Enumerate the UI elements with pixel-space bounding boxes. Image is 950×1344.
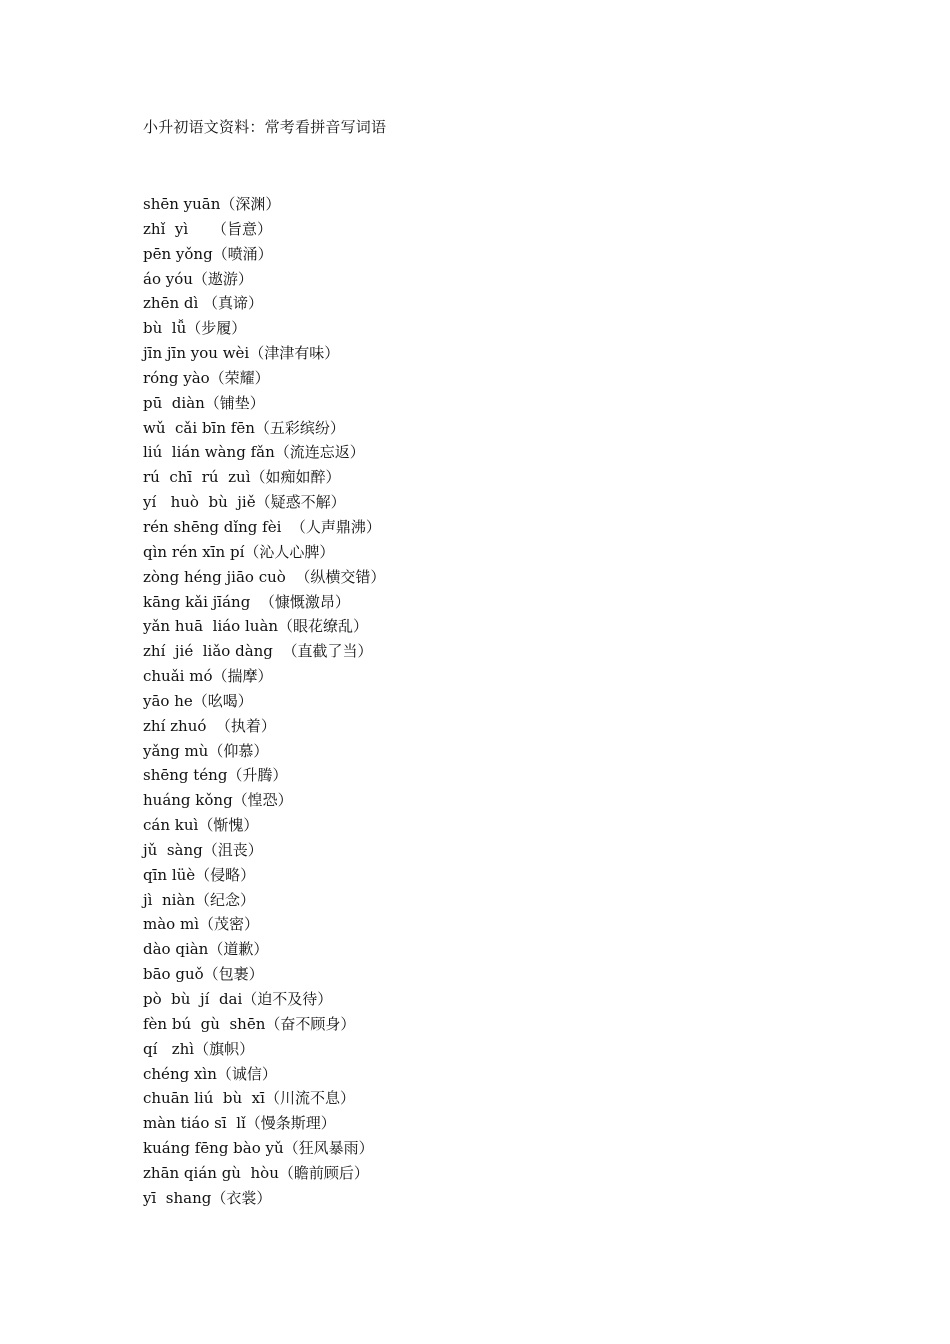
vocabulary-entry: pēn yǒng（喷涌）	[143, 244, 273, 263]
vocabulary-entry: róng yào（荣耀）	[143, 368, 270, 387]
vocabulary-entry: zhān qián gù hòu（瞻前顾后）	[143, 1163, 369, 1182]
vocabulary-entry: bāo guǒ（包裹）	[143, 965, 264, 984]
vocabulary-entry: yāo he（吆喝）	[143, 691, 253, 710]
vocabulary-entry: shēn yuān（深渊）	[143, 195, 281, 213]
vocabulary-entry: huáng kǒng（惶恐）	[143, 791, 293, 810]
vocabulary-entry: jì niàn（纪念）	[143, 890, 256, 909]
vocabulary-entry: cán kuì（惭愧）	[143, 816, 259, 835]
vocabulary-entry: zòng héng jiāo cuò （纵横交错）	[143, 567, 386, 586]
vocabulary-entry: zhēn dì （真谛）	[143, 294, 264, 313]
vocabulary-list	[143, 192, 385, 1211]
vocabulary-entry: yí huò bù jiě（疑惑不解）	[143, 493, 346, 512]
vocabulary-entry: kāng kǎi jīáng （慷慨激昂）	[143, 592, 350, 611]
vocabulary-entry: qìn rén xīn pí（沁人心脾）	[143, 542, 335, 561]
vocabulary-entry: áo yóu（遨游）	[143, 269, 253, 288]
vocabulary-entry: màn tiáo sī lǐ（慢条斯理）	[143, 1114, 336, 1133]
vocabulary-entry: pū diàn（铺垫）	[143, 393, 265, 412]
vocabulary-entry: mào mì（茂密）	[143, 915, 259, 934]
vocabulary-entry: bù lǚ（步履）	[143, 319, 247, 338]
vocabulary-entry: qīn lüè（侵略）	[143, 865, 256, 884]
vocabulary-entry: chuǎi mó（揣摩）	[143, 667, 273, 686]
vocabulary-entry: wǔ cǎi bīn fēn（五彩缤纷）	[143, 418, 345, 437]
vocabulary-entry: qí zhì（旗帜）	[143, 1039, 255, 1058]
document-title: 小升初语文资料：常考看拼音写词语	[143, 118, 387, 136]
vocabulary-entry: zhǐ yì （旨意）	[143, 219, 273, 238]
vocabulary-entry: jīn jīn you wèi（津津有味）	[143, 344, 340, 363]
vocabulary-entry: rú chī rú zuì（如痴如醉）	[143, 468, 341, 487]
vocabulary-entry: zhí jié liǎo dàng （直截了当）	[143, 642, 373, 661]
vocabulary-entry: liú lián wàng fǎn（流连忘返）	[143, 443, 365, 462]
vocabulary-entry: chuān liú bù xī（川流不息）	[143, 1089, 355, 1108]
vocabulary-entry: zhí zhuó （执着）	[143, 716, 276, 735]
vocabulary-entry: chéng xìn（诚信）	[143, 1064, 277, 1083]
vocabulary-entry: yǎng mù（仰慕）	[143, 741, 269, 760]
vocabulary-entry: yī shang（衣裳）	[143, 1188, 272, 1207]
vocabulary-entry: kuáng fēng bào yǔ（狂风暴雨）	[143, 1139, 374, 1158]
vocabulary-entry: jǔ sàng（沮丧）	[143, 840, 263, 859]
vocabulary-entry: shēng téng（升腾）	[143, 766, 288, 785]
vocabulary-entry: rén shēng dǐng fèi （人声鼎沸）	[143, 517, 381, 536]
vocabulary-entry: fèn bú gù shēn（奋不顾身）	[143, 1014, 356, 1033]
vocabulary-entry: yǎn huā liáo luàn（眼花缭乱）	[143, 617, 369, 636]
vocabulary-entry: pò bù jí dai（迫不及待）	[143, 990, 333, 1008]
vocabulary-entry: dào qiàn（道歉）	[143, 940, 269, 959]
